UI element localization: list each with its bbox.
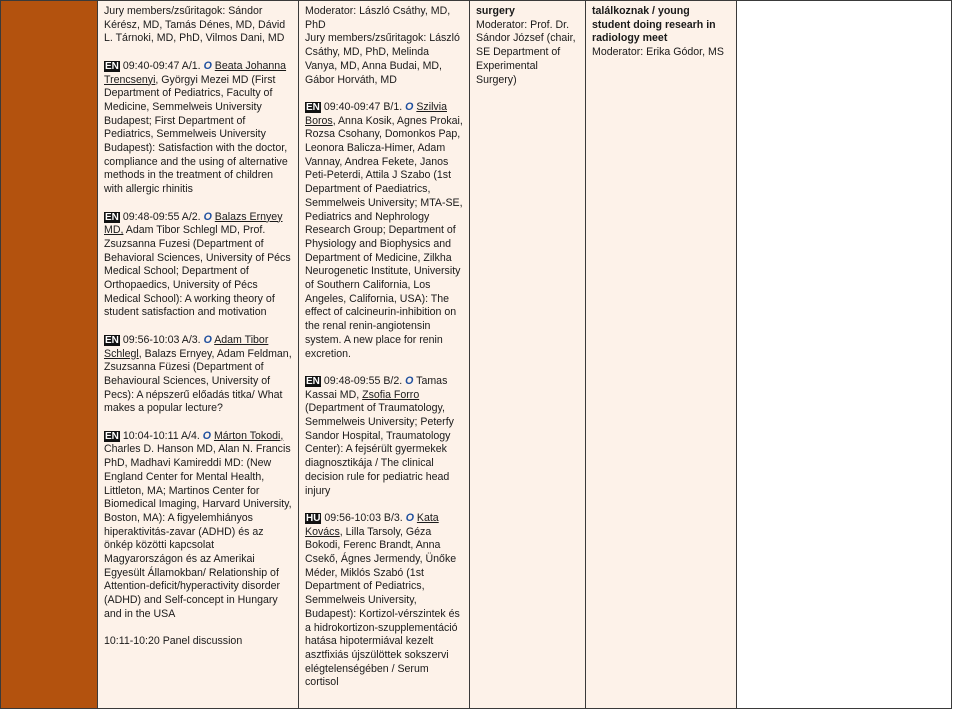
oral-marker: O	[203, 210, 212, 223]
lang-badge: EN	[306, 101, 320, 113]
talk-details: Charles D. Hanson MD, Alan N. Francis PhD, Madhavi Kamireddi MD: (New England Center for Mental Health, Littleton, MA; Martinos Center for Biomedical Imaging, Harvard University, Boston, MA): A figyelemhiányos hiperaktivitás-zavar (ADHD) és az önkép közötti kapcsolat Magyarországon és az Amerikai Egyesült Államokban/ Relationship of Attention-deficit/hyperactivity disorder (ADHD) and Self-concept in Hungary and in the USA	[104, 443, 292, 620]
jury-members-b: Jury members/zsűritagok: László Csáthy, MD, PhD, Melinda Vanya, MD, Anna Budai, MD, Gábor Horváth, MD	[305, 32, 460, 86]
coauthor-before: Tamas Kassai MD,	[305, 374, 448, 401]
presenter-name: Kata Kovács	[305, 511, 439, 538]
talk-details: , Anna Kosik, Agnes Prokai, Rozsa Csohany, Domonkos Pap, Leonora Balicza-Himer, Adam Vannay, Andrea Fekete, Janos Peti-Peterdi, Attila J Szabo (1st Department of Paediatrics, Semmelweis University; MTA-SE, Pediatrics and Nephrology Research Group; Department of Physiology and Biophysics and Department of Medicine, Zilkha Neurogenetic Institute, University of Southern California, Los Angeles, California, USA): The effect of calcineurin-inhibition on the renal renin-angiotensin system. A new place for renin excretion.	[305, 114, 463, 360]
talk-time: 09:48-09:55 B/2.	[323, 374, 403, 387]
lang-badge: HU	[306, 512, 321, 524]
talk-b3	[305, 512, 463, 690]
oral-marker: O	[202, 429, 212, 442]
talk-b2	[305, 375, 463, 498]
talk-a2	[104, 211, 292, 321]
presenter-name: Zsofia Forro	[362, 388, 420, 401]
talk-time: 09:40-09:47 A/1.	[122, 59, 201, 72]
talk-details: (Department of Traumatology, Semmelweis University; Peterfy Sandor Hospital, Traumatology Center): A fejsérült gyermekek diagnosztikája / The clinical decision rule for pediatric head injury	[305, 402, 454, 497]
jury-members-a: Jury members/zsűritagok: Sándor Kérész, MD, Tamás Dénes, MD, Dávid L. Tárnoki, MD, PhD, Vilmos Dani, MD	[104, 5, 286, 45]
talk-details: Adam Tibor Schlegl MD, Prof. Zsuzsanna Fuzesi (Department of Behavioral Sciences, University of Pécs Medical School; Department of Orthopaedics, University of Pécs Medical School): A working theory of student satisfaction and motivation	[104, 224, 291, 319]
lang-badge: EN	[105, 334, 119, 346]
side-band	[1, 1, 98, 709]
moderator-b: Moderator: László Csáthy, MD, PhD	[305, 5, 451, 31]
session-b-cell	[299, 1, 470, 709]
lang-badge: EN	[105, 430, 119, 442]
talk-time: 09:40-09:47 B/1.	[323, 100, 403, 113]
lang-badge: EN	[306, 375, 320, 387]
moderator-c: Moderator: Prof. Dr. Sándor József (chair, SE Department of Experimental Surgery)	[476, 18, 576, 86]
session-d-heading: találkoznak / young student doing researh in radiology meet	[592, 5, 716, 45]
empty-column	[737, 1, 952, 709]
panel-discussion: 10:11-10:20 Panel discussion	[104, 635, 243, 648]
session-c-topic: surgery	[476, 5, 515, 17]
talk-time: 09:48-09:55 A/2.	[122, 210, 201, 223]
session-d-cell	[586, 1, 737, 709]
talk-a3	[104, 334, 292, 416]
presenter-name: Balazs Ernyey MD,	[104, 210, 283, 237]
session-a-cell	[98, 1, 299, 709]
talk-b1	[305, 101, 463, 361]
talk-a4	[104, 430, 292, 622]
talk-time: 10:04-10:11 A/4.	[122, 429, 200, 442]
presenter-name: Beata Johanna Trencsenyi	[104, 59, 287, 86]
talk-details: , Lilla Tarsoly, Géza Bokodi, Ferenc Brandt, Anna Csekő, Ágnes Jermendy, Ünőke Méder, Miklós Szabó (1st Department of Pediatrics, Semmelweis University, Budapest): Kortizol-vérszintek és a hidrokortizon-szupplementáció hatása hipotermiával kezelt asztfixiás újszülöttek sokszervi elégtelenségében / Serum cortisol	[305, 525, 460, 689]
talk-time: 09:56-10:03 A/3.	[122, 333, 201, 346]
talk-a1	[104, 60, 292, 197]
talk-details: , Györgyi Mezei MD (First Department of Pediatrics, Faculty of Medicine, Semmelweis University Budapest; First Department of Pediatrics, Semmelweis University Budapest): Satisfaction with the doctor, compliance and the using of alternative methods in the treatment of children with allergic rhinitis	[104, 73, 288, 196]
lang-badge: EN	[105, 211, 119, 223]
presenter-name: Adam Tibor Schlegl	[104, 333, 269, 360]
oral-marker: O	[405, 100, 414, 113]
oral-marker: O	[203, 333, 212, 346]
talk-details: , Balazs Ernyey, Adam Feldman, Zsuzsanna Füzesi (Department of Behavioural Sciences, University of Pecs): A népszerű előadás titka/ What makes a popular lecture?	[104, 347, 292, 415]
talk-time: 09:56-10:03 B/3.	[324, 511, 403, 524]
oral-marker: O	[405, 511, 414, 524]
oral-marker: O	[203, 59, 212, 72]
moderator-d: Moderator: Erika Gódor, MS	[592, 46, 724, 59]
oral-marker: O	[405, 374, 414, 387]
presenter-name: Szilvia Boros	[305, 100, 447, 127]
session-c-cell	[470, 1, 586, 709]
lang-badge: EN	[105, 60, 119, 72]
presenter-name: Márton Tokodi,	[213, 429, 284, 442]
